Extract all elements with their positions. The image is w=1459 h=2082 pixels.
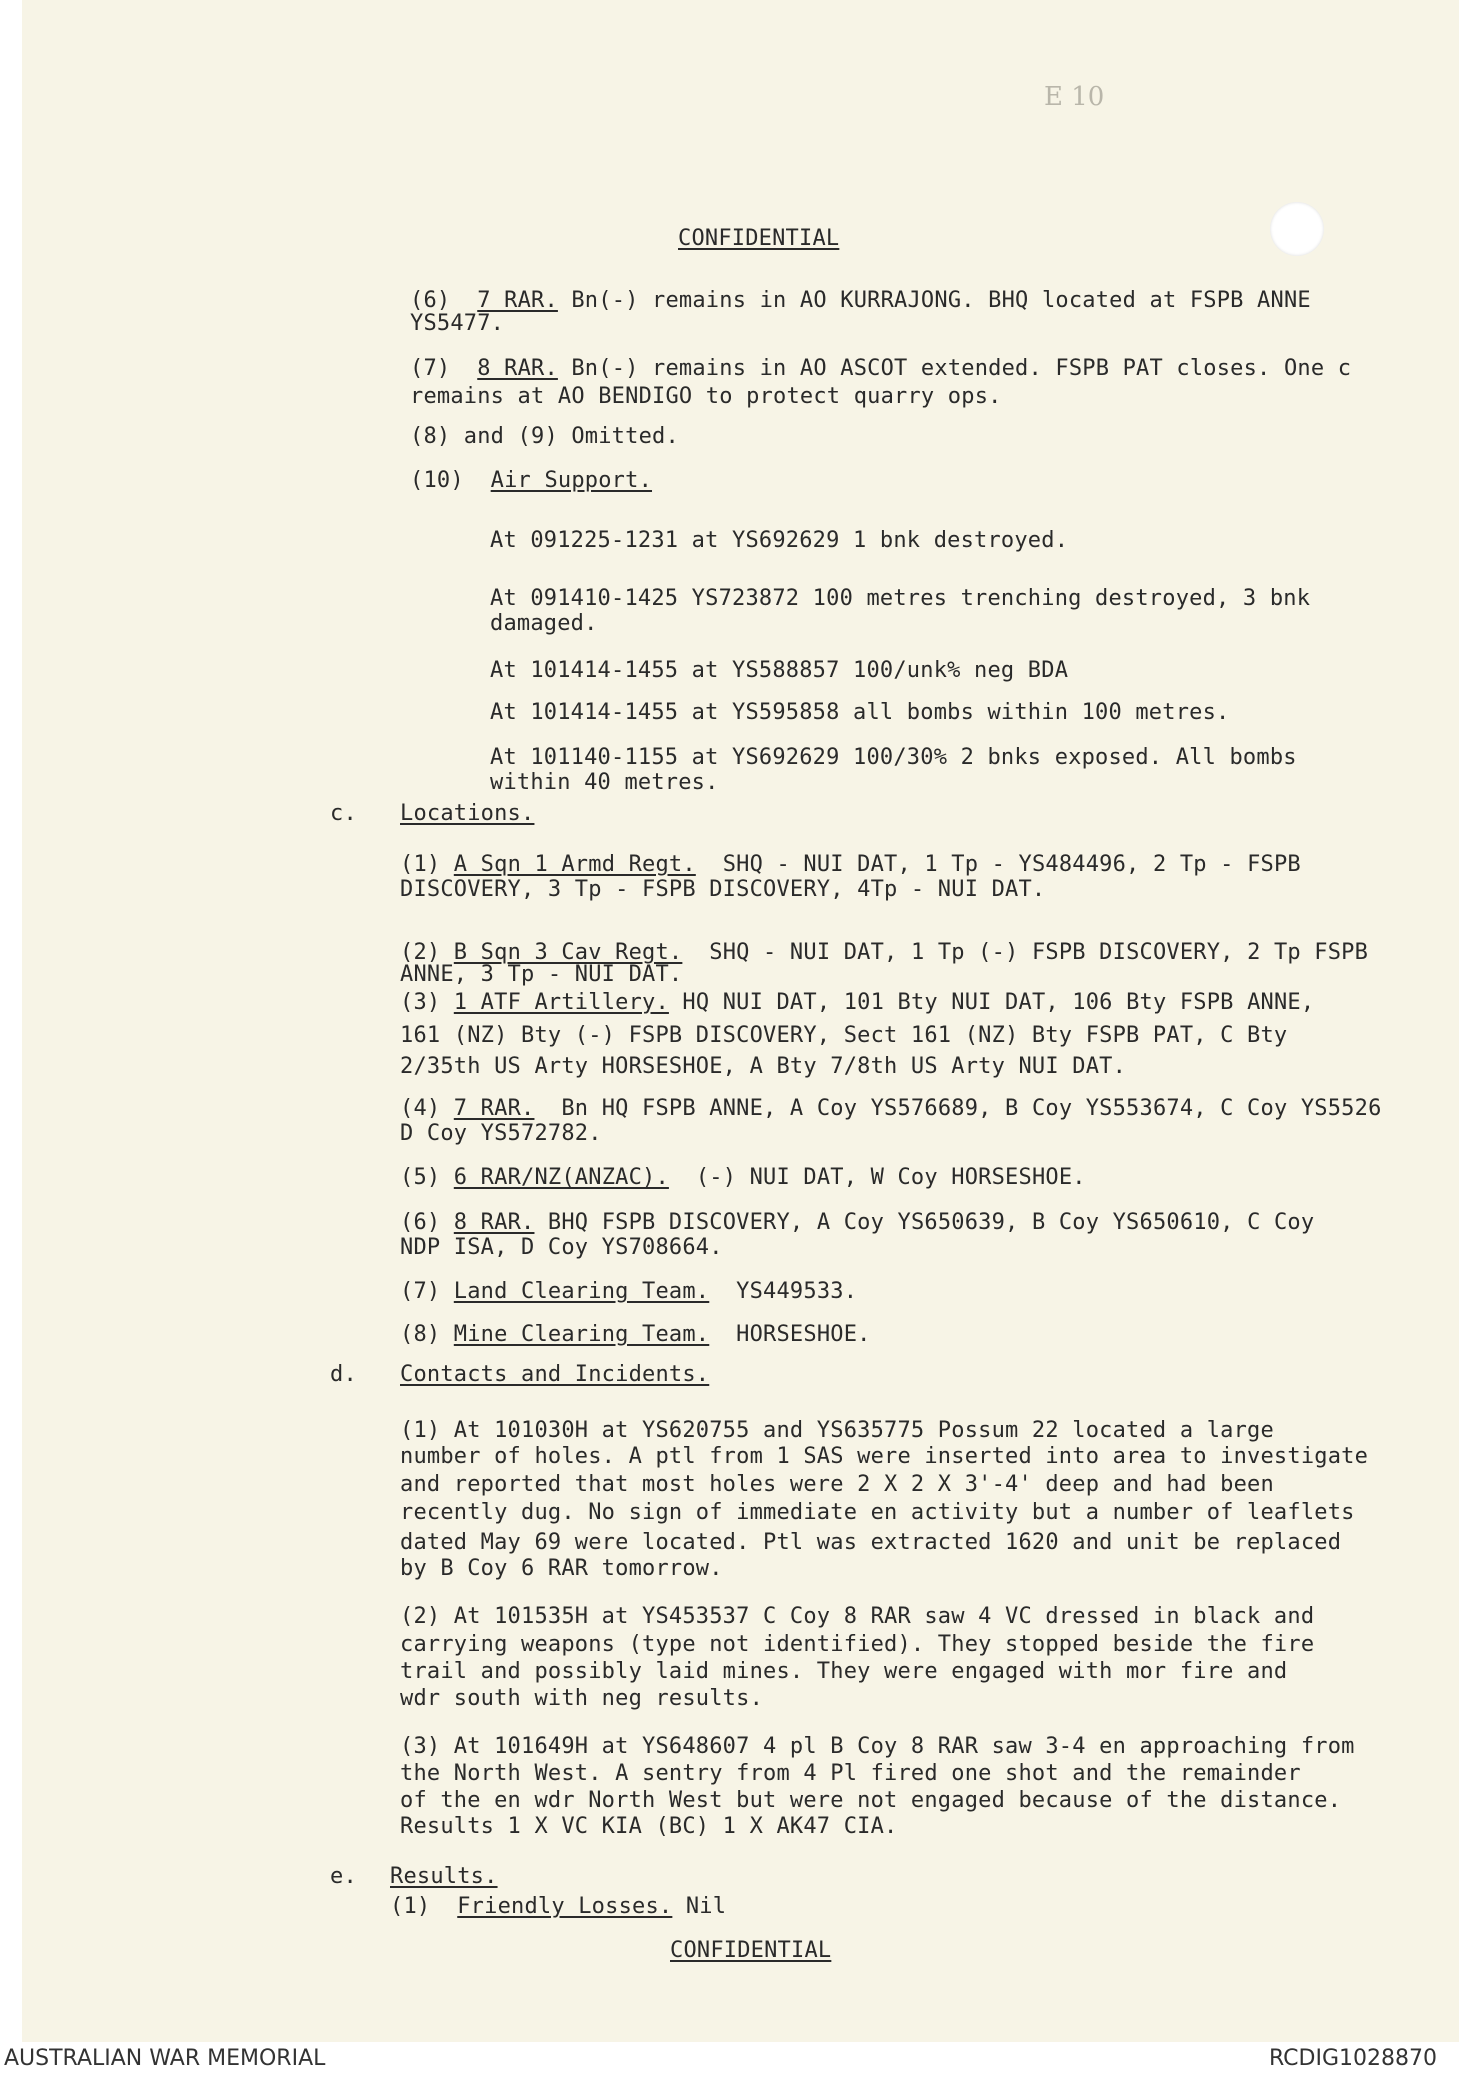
item-7rar-line2: YS5477. (410, 311, 505, 336)
incident-line: of the en wdr North West but were not engaged because of the distance. (400, 1788, 1342, 1813)
location-item-cont: 161 (NZ) Bty (-) FSPB DISCOVERY, Sect 161 (NZ) Bty FSPB PAT, C Bty (400, 1023, 1288, 1048)
incident-line: number of holes. A ptl from 1 SAS were inserted into area to investigate (400, 1444, 1369, 1469)
incident-line: and reported that most holes were 2 X 2 X 3'-4' deep and had been (400, 1472, 1274, 1497)
air-support-heading: (10) Air Support. (410, 468, 653, 493)
incident-line: recently dug. No sign of immediate en activity but a number of leaflets (400, 1500, 1355, 1525)
classification-top: CONFIDENTIAL (678, 226, 840, 251)
air-support-entry: At 101414-1455 at YS588857 100/unk% neg BDA (490, 658, 1069, 683)
air-support-entry: At 101140-1155 at YS692629 100/30% 2 bnks exposed. All bombs (490, 745, 1297, 770)
incident-line: (3) At 101649H at YS648607 4 pl B Coy 8 RAR saw 3-4 en approaching from (400, 1734, 1355, 1759)
location-item: (1) A Sqn 1 Armd Regt. SHQ - NUI DAT, 1 Tp - YS484496, 2 Tp - FSPB (400, 852, 1301, 877)
item-8rar-line1: (7) 8 RAR. Bn(-) remains in AO ASCOT extended. FSPB PAT closes. One c (410, 356, 1352, 381)
footer-archive-name: AUSTRALIAN WAR MEMORIAL (4, 2046, 326, 2071)
location-item: (5) 6 RAR/NZ(ANZAC). (-) NUI DAT, W Coy HORSESHOE. (400, 1165, 1086, 1190)
section-c-title: Locations. (400, 801, 535, 826)
incident-line: the North West. A sentry from 4 Pl fired one shot and the remainder (400, 1761, 1301, 1786)
location-item: (8) Mine Clearing Team. HORSESHOE. (400, 1322, 871, 1347)
air-support-entry-cont: damaged. (490, 611, 598, 636)
incident-line: wdr south with neg results. (400, 1686, 764, 1711)
incident-line: carrying weapons (type not identified). They stopped beside the fire (400, 1632, 1315, 1657)
location-item-cont: D Coy YS572782. (400, 1121, 602, 1146)
section-e-title: Results. (390, 1864, 498, 1889)
punch-hole (1270, 202, 1324, 256)
location-item: (7) Land Clearing Team. YS449533. (400, 1279, 858, 1304)
location-item: (3) 1 ATF Artillery. HQ NUI DAT, 101 Bty NUI DAT, 106 Bty FSPB ANNE, (400, 990, 1315, 1015)
section-e-letter: e. (330, 1864, 357, 1889)
section-d-letter: d. (330, 1362, 357, 1387)
incident-line: (2) At 101535H at YS453537 C Coy 8 RAR saw 4 VC dressed in black and (400, 1604, 1315, 1629)
location-item-cont: ANNE, 3 Tp - NUI DAT. (400, 962, 683, 987)
item-omitted: (8) and (9) Omitted. (410, 424, 679, 449)
item-8rar-line2: remains at AO BENDIGO to protect quarry ops. (410, 384, 1002, 409)
air-support-entry: At 091410-1425 YS723872 100 metres trenching destroyed, 3 bnk (490, 586, 1311, 611)
air-support-entry: At 091225-1231 at YS692629 1 bnk destroyed. (490, 528, 1069, 553)
incident-line: dated May 69 were located. Ptl was extracted 1620 and unit be replaced (400, 1530, 1342, 1555)
location-item-cont: 2/35th US Arty HORSESHOE, A Bty 7/8th US Arty NUI DAT. (400, 1054, 1127, 1079)
location-item-cont: NDP ISA, D Coy YS708664. (400, 1235, 723, 1260)
incident-line: Results 1 X VC KIA (BC) 1 X AK47 CIA. (400, 1814, 898, 1839)
incident-line: (1) At 101030H at YS620755 and YS635775 Possum 22 located a large (400, 1418, 1274, 1443)
location-item: (2) B Sqn 3 Cav Regt. SHQ - NUI DAT, 1 Tp (-) FSPB DISCOVERY, 2 Tp FSPB (400, 940, 1369, 965)
file-mark: E 10 (1044, 82, 1105, 112)
location-item: (4) 7 RAR. Bn HQ FSPB ANNE, A Coy YS576689, B Coy YS553674, C Coy YS5526 (400, 1096, 1382, 1121)
incident-line: trail and possibly laid mines. They were engaged with mor fire and (400, 1659, 1288, 1684)
section-c-letter: c. (330, 801, 357, 826)
results-friendly-losses: (1) Friendly Losses. Nil (390, 1894, 727, 1919)
location-item-cont: DISCOVERY, 3 Tp - FSPB DISCOVERY, 4Tp - NUI DAT. (400, 877, 1046, 902)
air-support-entry-cont: within 40 metres. (490, 770, 719, 795)
incident-line: by B Coy 6 RAR tomorrow. (400, 1556, 723, 1581)
item-7rar-line1: (6) 7 RAR. Bn(-) remains in AO KURRAJONG. BHQ located at FSPB ANNE (410, 288, 1311, 313)
section-d-title: Contacts and Incidents. (400, 1362, 710, 1387)
classification-bottom: CONFIDENTIAL (670, 1938, 832, 1963)
footer-record-id: RCDIG1028870 (1268, 2046, 1437, 2071)
air-support-entry: At 101414-1455 at YS595858 all bombs within 100 metres. (490, 700, 1230, 725)
location-item: (6) 8 RAR. BHQ FSPB DISCOVERY, A Coy YS650639, B Coy YS650610, C Coy (400, 1210, 1315, 1235)
document-page (22, 0, 1459, 2042)
